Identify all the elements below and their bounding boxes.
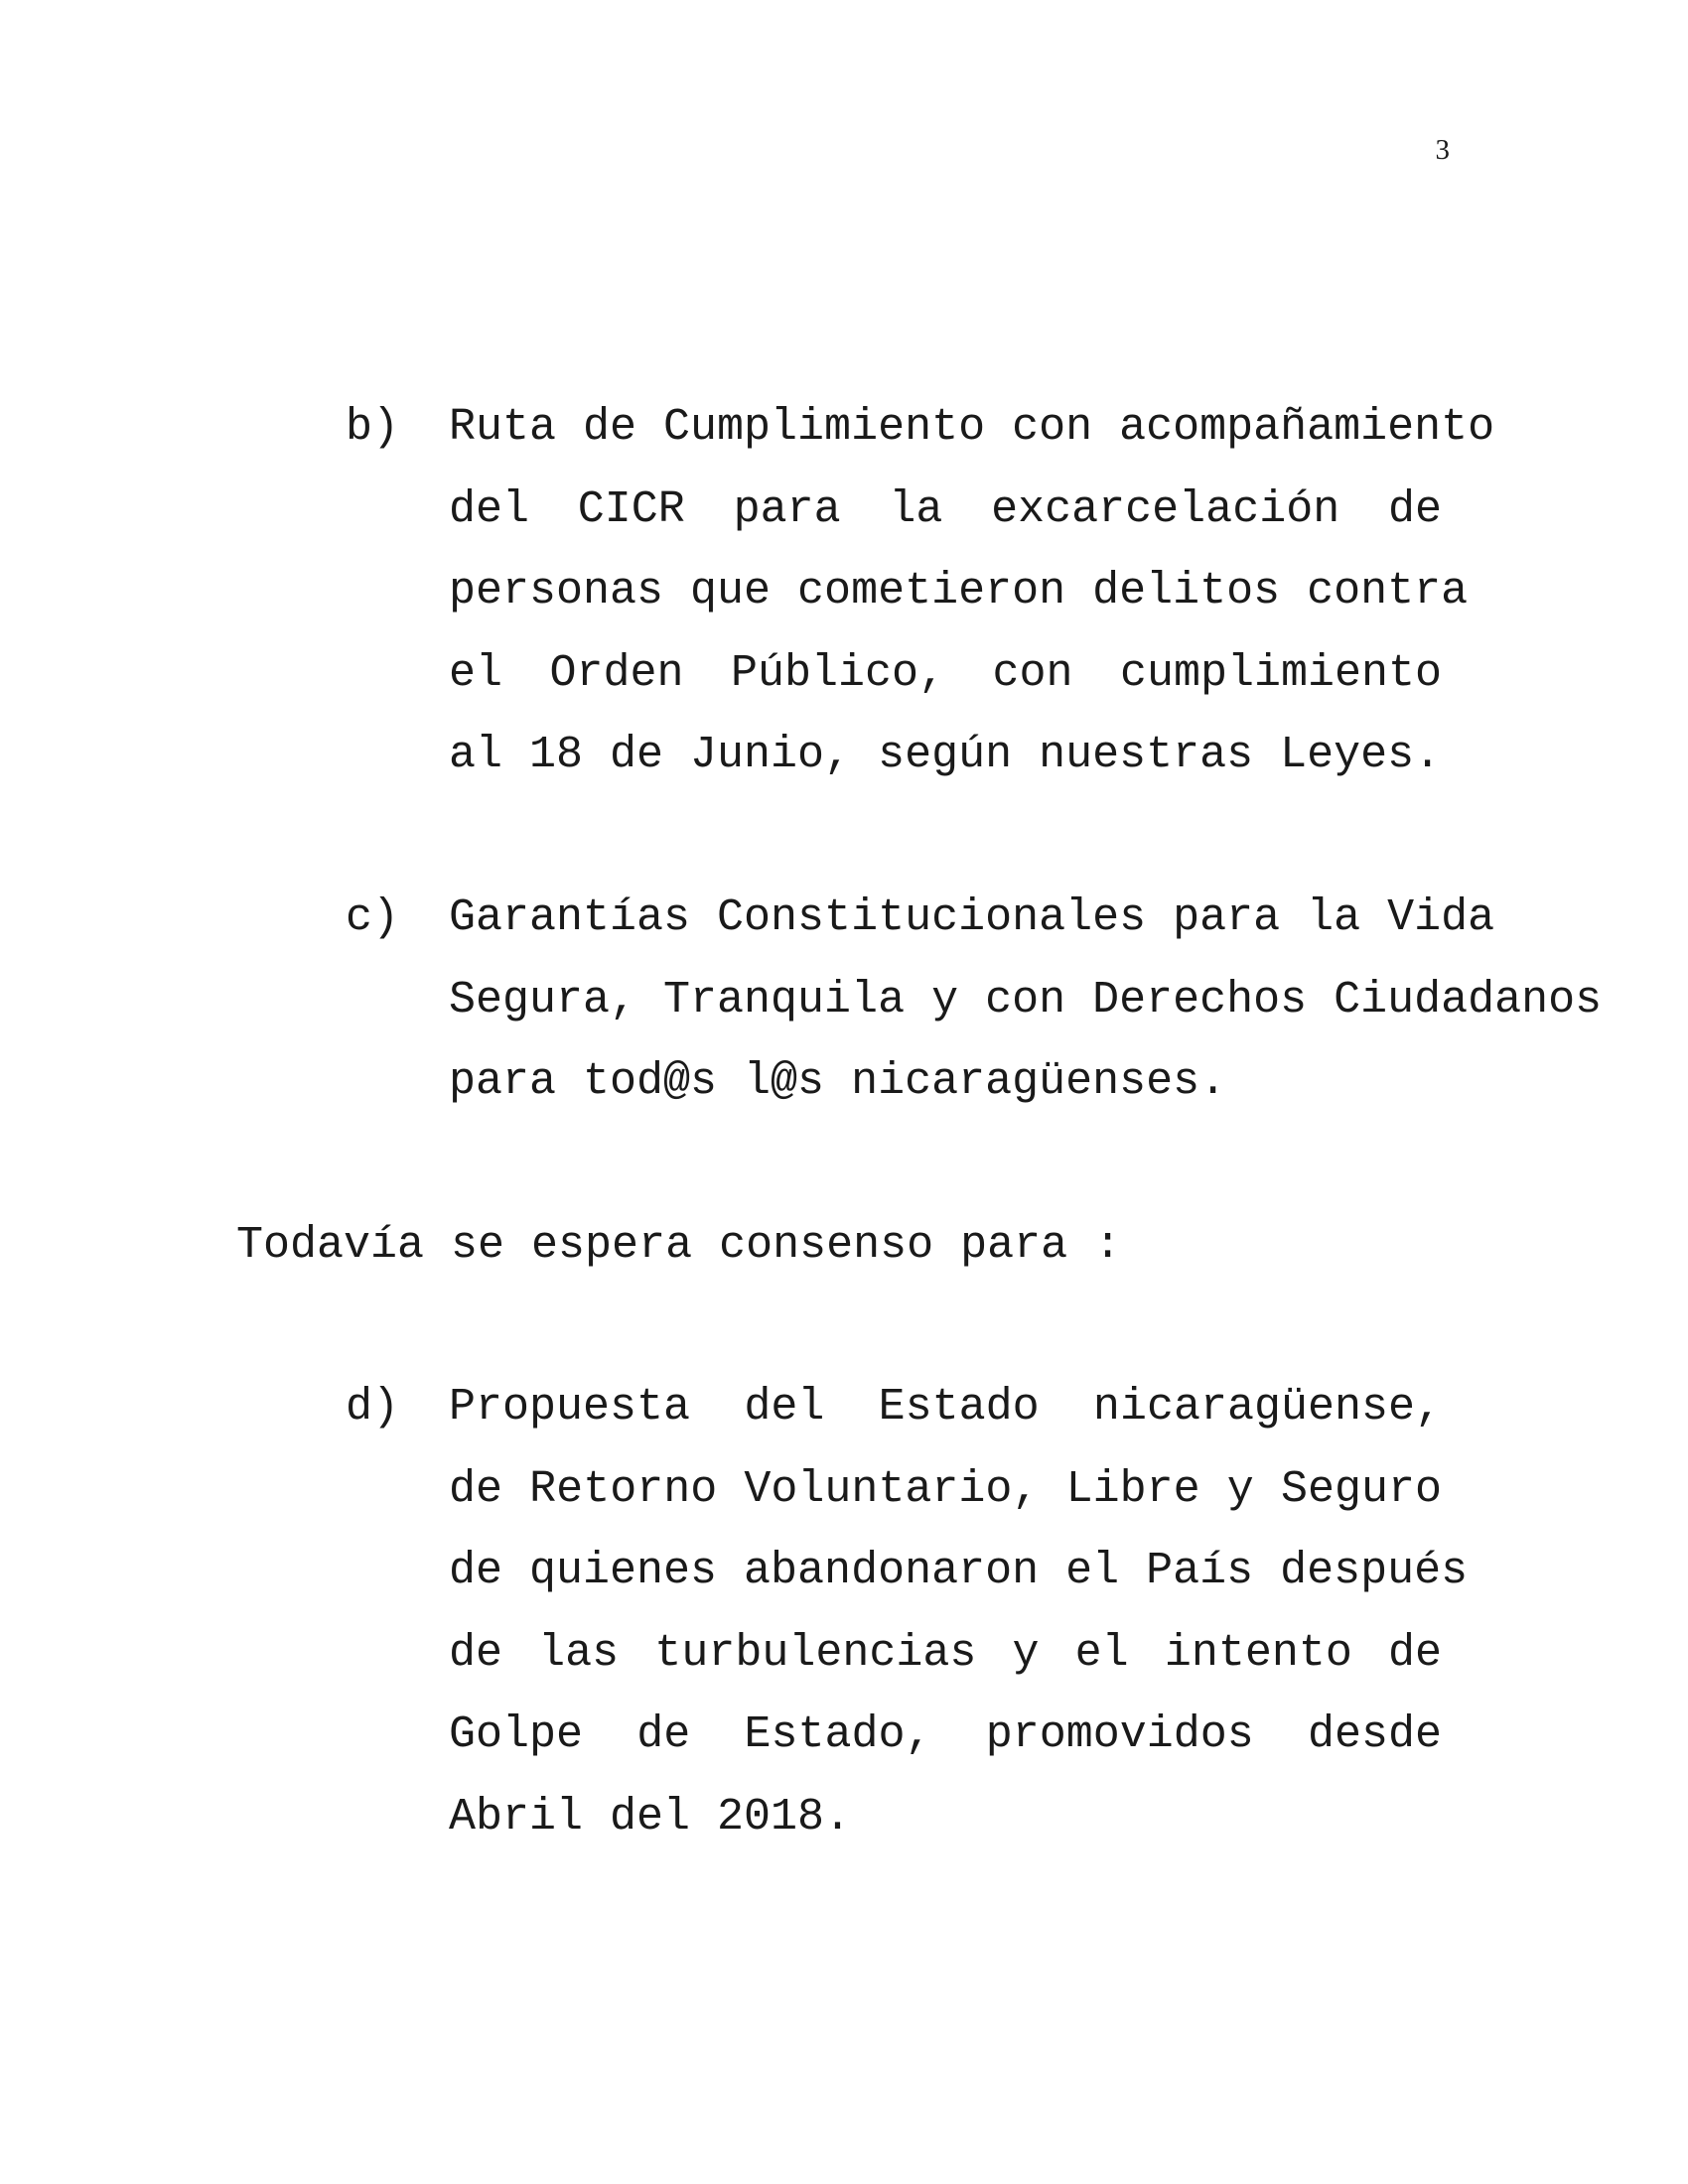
item-marker: c) [346, 892, 400, 943]
text-line: Abril del 2018. [449, 1791, 852, 1843]
text-line: Segura, Tranquila y con Derechos Ciudadanos [449, 974, 1603, 1025]
list-item-d [346, 1367, 1469, 1858]
list-item-b [346, 387, 1495, 797]
text-line: de Retorno Voluntario, Libre y Seguro [449, 1463, 1442, 1515]
intro-paragraph: Todavía se espera consenso para : [236, 1220, 1122, 1271]
text-line: Garantías Constitucionales para la Vida [449, 892, 1495, 943]
page-number: 3 [1435, 134, 1450, 166]
item-text [449, 1367, 1469, 1858]
text-line: de las turbulencias y el intento de [449, 1627, 1442, 1679]
item-marker: d) [346, 1382, 400, 1433]
item-text [449, 387, 1495, 797]
text-line: Golpe de Estado, promovidos desde [449, 1709, 1442, 1760]
text-line: Ruta de Cumplimiento con acompañamiento [449, 402, 1495, 453]
text-line: para tod@s l@s nicaragüenses. [449, 1056, 1227, 1107]
item-text [449, 878, 1603, 1124]
text-line: personas que cometieron delitos contra [449, 566, 1469, 616]
text-line: Propuesta del Estado nicaragüense, [449, 1382, 1442, 1433]
text-line: al 18 de Junio, según nuestras Leyes. [449, 730, 1442, 780]
text-line: de quienes abandonaron el País después [449, 1546, 1469, 1596]
text-line: el Orden Público, con cumplimiento [449, 647, 1442, 699]
item-marker: b) [346, 402, 400, 453]
list-item-c [346, 878, 1603, 1124]
text-line: del CICR para la excarcelación de [449, 483, 1442, 535]
